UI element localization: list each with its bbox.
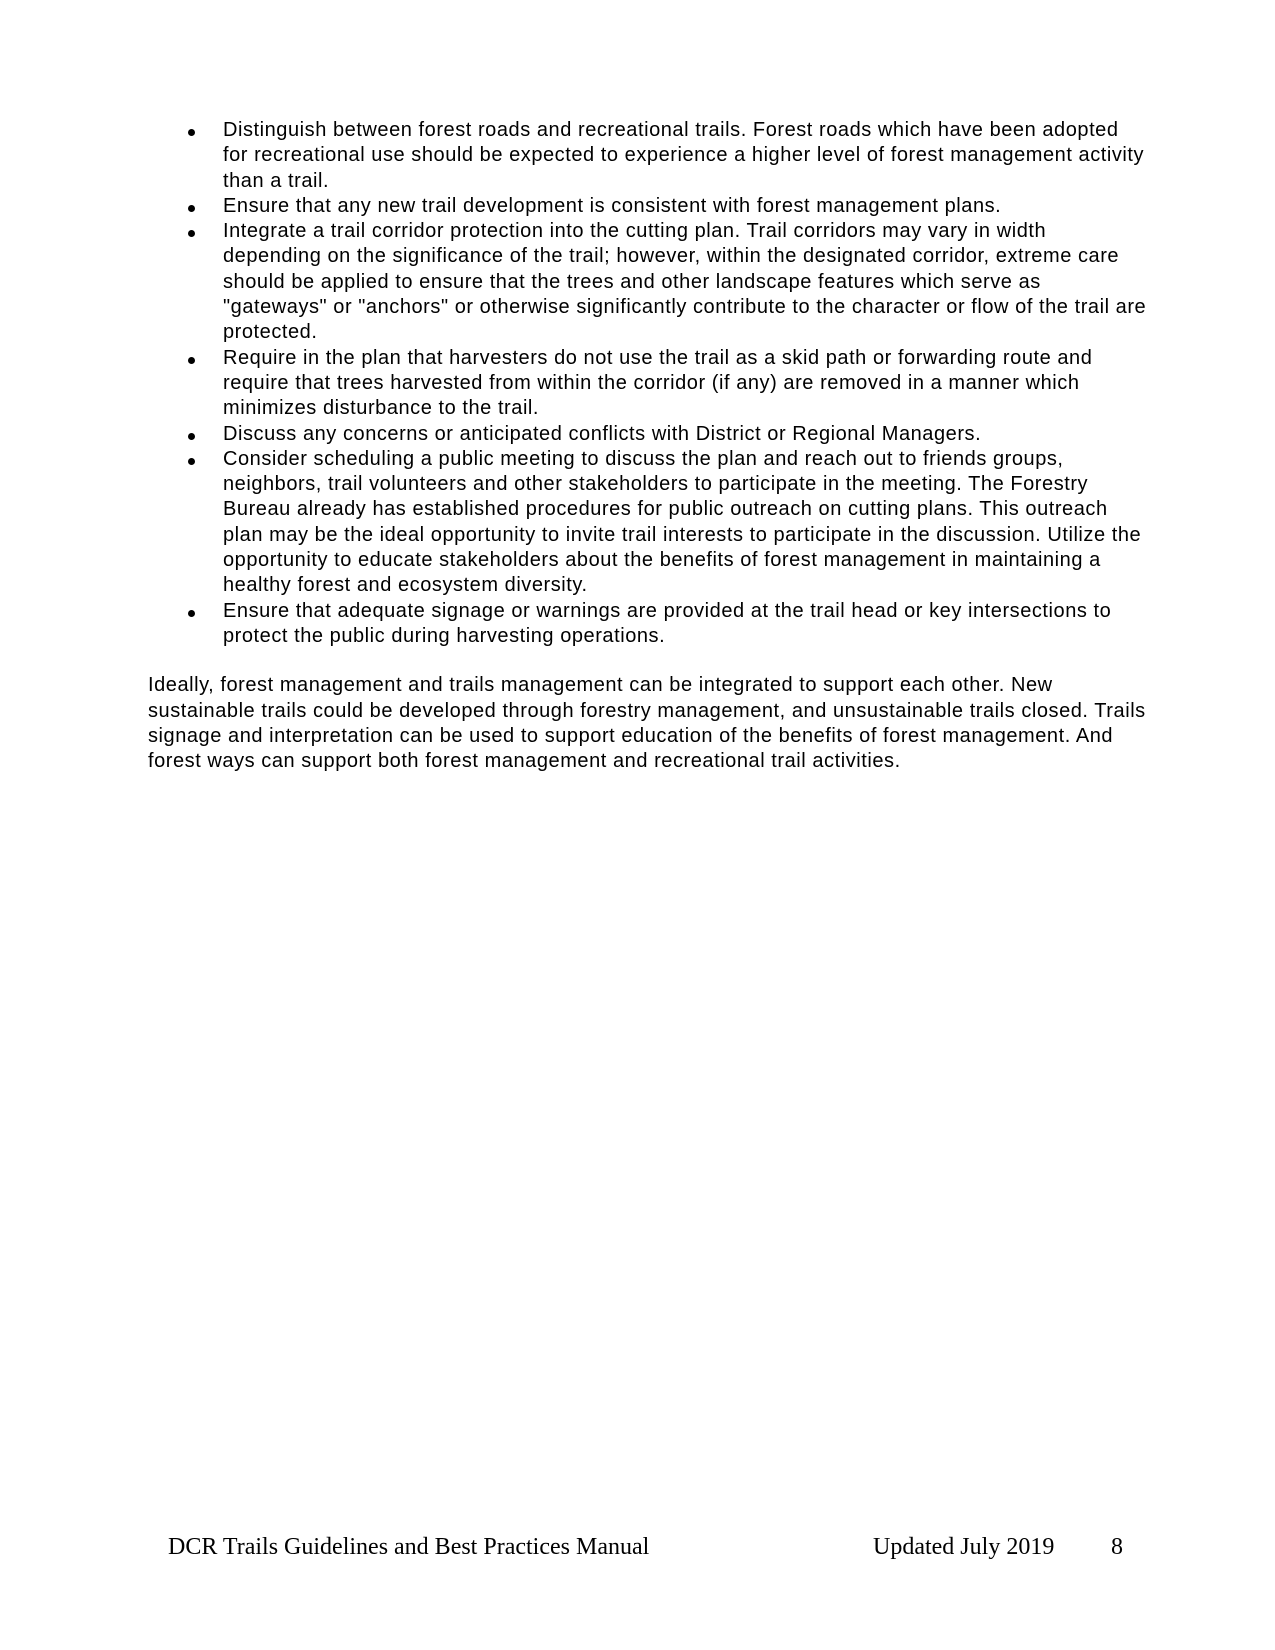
footer-page-number: 8	[1111, 1534, 1123, 1560]
bullet-text: Ensure that any new trail development is consistent with forest management plans.	[223, 194, 1002, 217]
bullet-item-6	[148, 447, 1148, 599]
bullet-item-3	[148, 219, 1148, 345]
bullet-dot-icon	[188, 129, 195, 136]
bullet-dot-icon	[188, 357, 195, 364]
bullet-text: Integrate a trail corridor protection into the cutting plan. Trail corridors may vary in width depending on the significance of the trail; however, within the designated corridor, extreme care should be applied to ensure that the trees and other landscape features which serve as "gateways" or "anchors" or otherwise significantly contribute to the character or flow of the trail are protected.	[223, 220, 1147, 344]
bullet-text: Consider scheduling a public meeting to discuss the plan and reach out to friends groups, neighbors, trail volunteers and other stakeholders to participate in the meeting. The Forestry Bureau already has established procedures for public outreach on cutting plans. This outreach plan may be the ideal opportunity to invite trail interests to participate in the discussion. Utilize the opportunity to educate stakeholders about the benefits of forest management in maintaining a healthy forest and ecosystem diversity.	[223, 447, 1142, 597]
bullet-text: Require in the plan that harvesters do not use the trail as a skid path or forwarding route and require that trees harvested from within the corridor (if any) are removed in a manner which minimizes disturbance to the trail.	[223, 346, 1093, 420]
bullet-text: Discuss any concerns or anticipated conflicts with District or Regional Managers.	[223, 422, 982, 445]
bullet-dot-icon	[188, 610, 195, 617]
bullet-text: Ensure that adequate signage or warnings are provided at the trail head or key intersections to protect the public during harvesting operations.	[223, 599, 1112, 647]
bullet-item-2	[148, 194, 1148, 219]
bullet-item-7	[148, 599, 1148, 650]
footer-document-title: DCR Trails Guidelines and Best Practices Manual	[168, 1534, 650, 1560]
guideline-bullet-list	[148, 118, 1148, 649]
bullet-text: Distinguish between forest roads and recreational trails. Forest roads which have been adopted for recreational use should be expected to experience a higher level of forest management activity than a trail.	[223, 119, 1145, 192]
page-body	[148, 118, 1148, 774]
bullet-item-5	[148, 422, 1148, 447]
bullet-item-4	[148, 346, 1148, 422]
bullet-dot-icon	[188, 458, 195, 465]
bullet-dot-icon	[188, 433, 195, 440]
footer-updated-date: Updated July 2019	[873, 1534, 1055, 1560]
closing-paragraph: Ideally, forest management and trails management can be integrated to support each other. New sustainable trails could be developed through forestry management, and unsustainable trails closed. Trails signage and interpretation can be used to support education of the benefits of forest management. And forest ways can support both forest management and recreational trail activities.	[148, 674, 1146, 773]
bullet-dot-icon	[188, 205, 195, 212]
bullet-dot-icon	[188, 230, 195, 237]
bullet-item-1	[148, 118, 1148, 194]
